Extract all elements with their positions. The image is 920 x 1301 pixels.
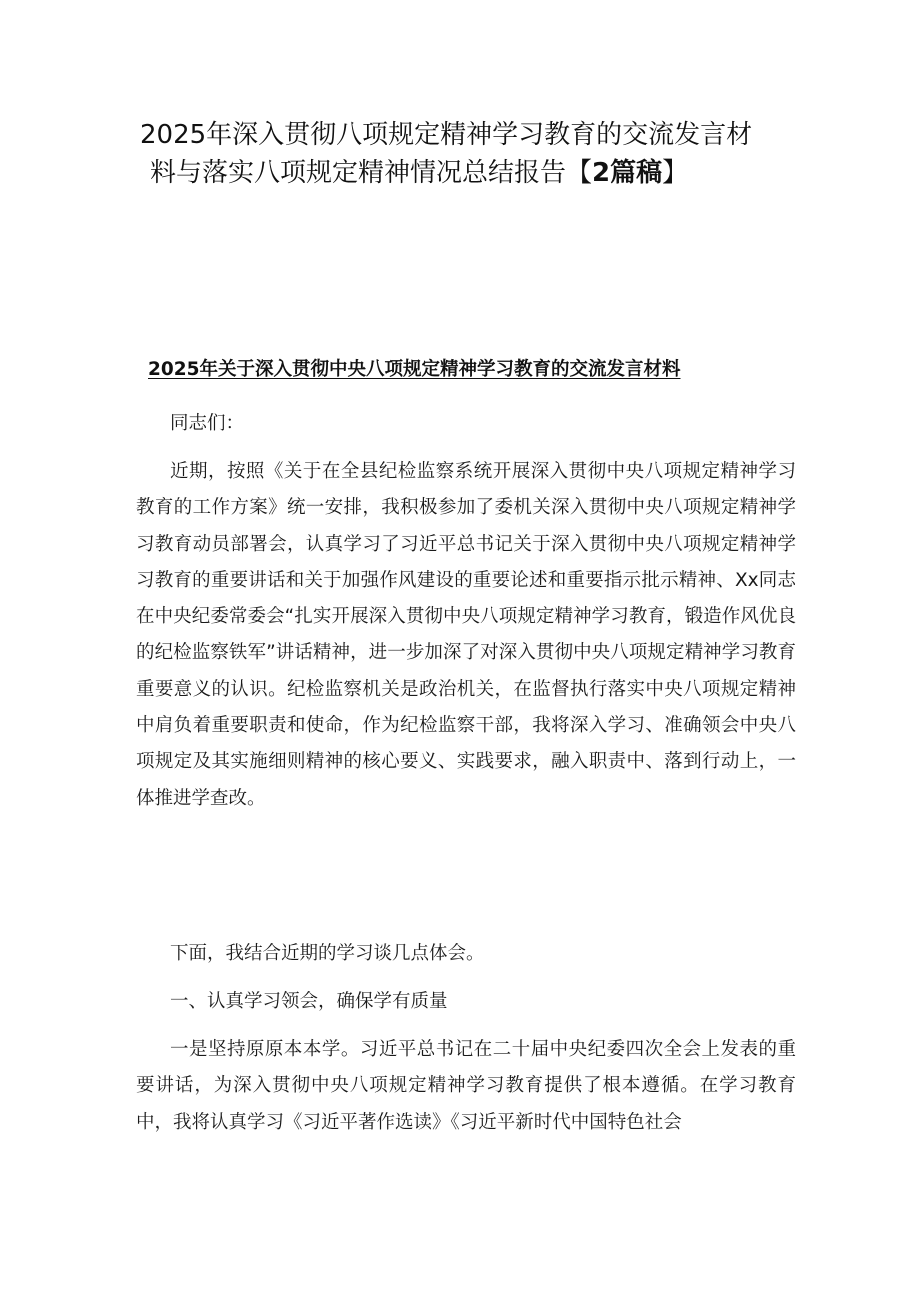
greeting: 同志们： xyxy=(170,413,245,434)
paragraph-transition: 下面，我结合近期的学习谈几点体会。 xyxy=(170,943,485,964)
document-title xyxy=(140,116,800,192)
paragraph-study: 一是坚持原原本本学。习近平总书记在二十届中央纪委四次全会上发表的重要讲话，为深入贯彻中央八项规定精神学习教育提供了根本遵循。在学习教育中，我将认真学习《习近平著作选读》《习近平新时代中国特色社会 xyxy=(136,1039,796,1133)
section-title: 2025年关于深入贯彻中央八项规定精神学习教育的交流发言材料 xyxy=(148,359,681,380)
document-title-line-1: 2025年深入贯彻八项规定精神学习教育的交流发言材 xyxy=(140,120,753,150)
heading-section-1: 一、认真学习领会，确保学有质量 xyxy=(170,991,448,1012)
document-title-count: 2篇稿 xyxy=(592,158,663,188)
document-title-line-2 xyxy=(140,154,800,192)
paragraph-intro: 近期，按照《关于在全县纪检监察系统开展深入贯彻中央八项规定精神学习教育的工作方案》统一安排，我积极参加了委机关深入贯彻中央八项规定精神学习教育动员部署会，认真学习了习近平总书记关于深入贯彻中央八项规定精神学习教育的重要讲话和关于加强作风建设的重要论述和重要指示批示精神、Xx同志在中央纪委常委会“扎实开展深入贯彻中央八项规定精神学习教育，锻造作风优良的纪检监察铁军”讲话精神，进一步加深了对深入贯彻中央八项规定精神学习教育重要意义的认识。纪检监察机关是政治机关，在监督执行落实中央八项规定精神中肩负着重要职责和使命，作为纪检监察干部，我将深入学习、准确领会中央八项规定及其实施细则精神的核心要义、实践要求，融入职责中、落到行动上，一体推进学查改。 xyxy=(136,461,796,809)
document-title-line-2-text: 料与落实八项规定精神情况总结报告【 xyxy=(150,158,593,188)
document-title-bracket: 】 xyxy=(662,158,689,188)
